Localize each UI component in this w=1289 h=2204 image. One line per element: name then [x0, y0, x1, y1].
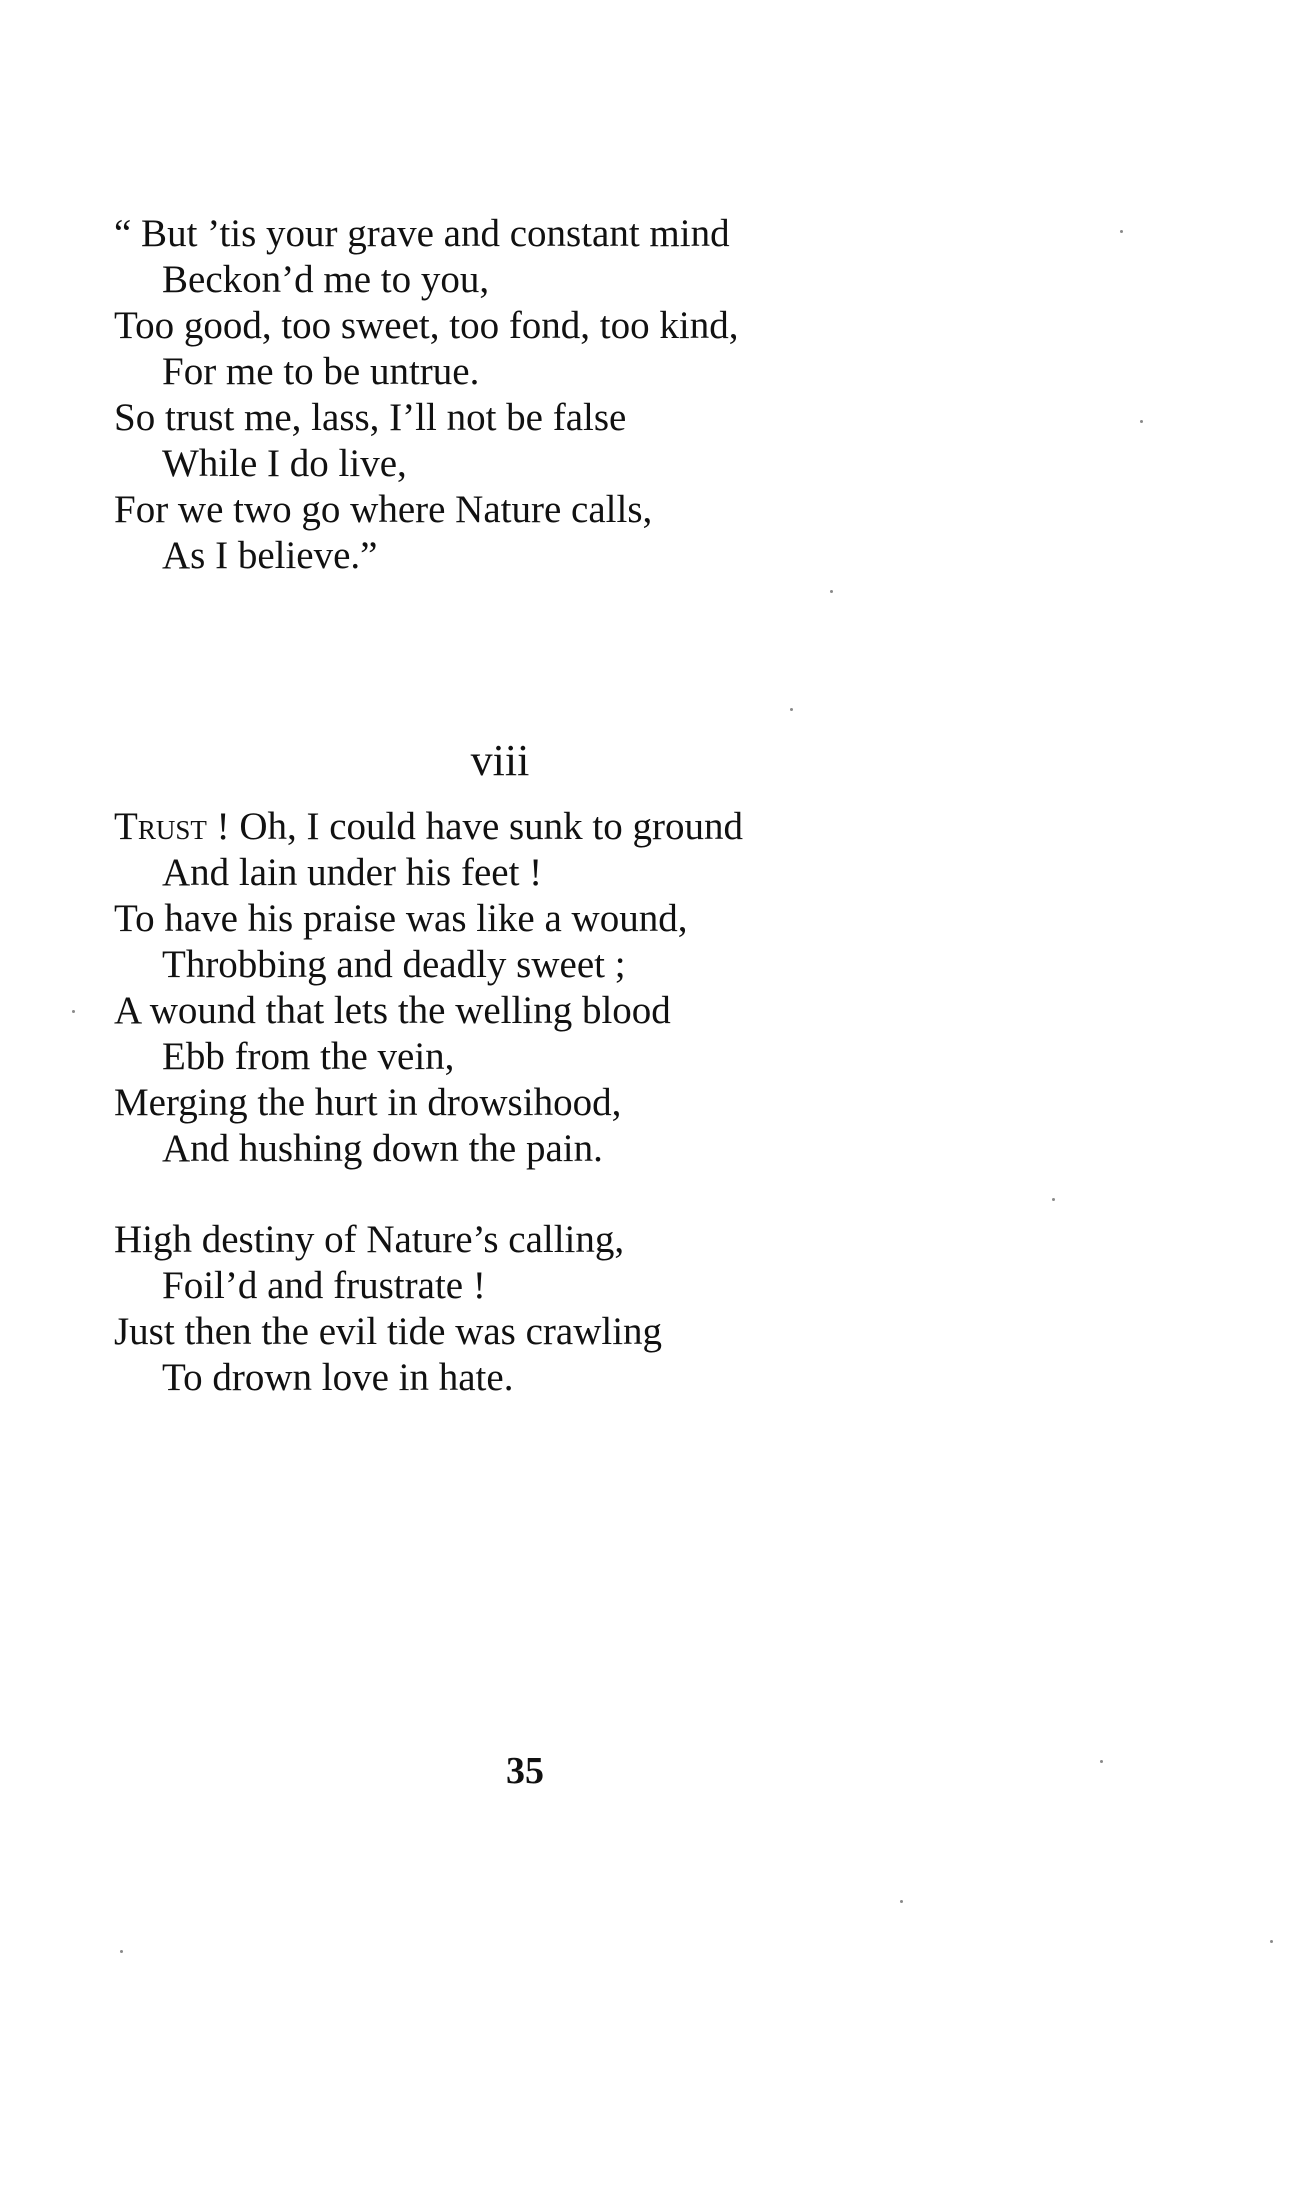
paper-speck: [790, 708, 793, 711]
stanza-1: [114, 211, 1114, 579]
stanza-3: [114, 1217, 1114, 1401]
poem-line: Merging the hurt in drowsihood,: [114, 1081, 622, 1124]
poem-line: Too good, too sweet, too fond, too kind,: [114, 304, 739, 347]
paper-speck: [1120, 230, 1123, 233]
poem-line: To drown love in hate.: [162, 1356, 514, 1399]
poem-line: Foil’d and frustrate !: [162, 1264, 486, 1307]
paper-speck: [1100, 1760, 1103, 1763]
poem-line: And hushing down the pain.: [162, 1127, 603, 1170]
poem-line: Ebb from the vein,: [162, 1035, 455, 1078]
poem-line: For me to be untrue.: [162, 350, 480, 393]
page-number: 35: [506, 1750, 544, 1792]
poem-line: For we two go where Nature calls,: [114, 488, 653, 531]
paper-speck: [1052, 1198, 1055, 1201]
paper-speck: [830, 590, 833, 593]
poem-line: Throbbing and deadly sweet ;: [162, 943, 626, 986]
poem-line: While I do live,: [162, 442, 407, 485]
paper-speck: [1140, 420, 1143, 423]
lead-word: Trust: [114, 805, 207, 848]
paper-speck: [900, 1900, 903, 1903]
section-heading: viii: [470, 736, 530, 785]
paper-speck: [72, 1010, 75, 1013]
poem-line: “ But ’tis your grave and constant mind: [114, 212, 730, 255]
poem-line: As I believe.”: [162, 534, 378, 577]
poem-line: Just then the evil tide was crawling: [114, 1310, 663, 1353]
paper-speck: [120, 1950, 123, 1953]
poem-line: To have his praise was like a wound,: [114, 897, 688, 940]
paper-speck: [1270, 1940, 1273, 1943]
poem-line: Beckon’d me to you,: [162, 258, 490, 301]
poem-line: [114, 804, 1114, 850]
poem-line: And lain under his feet !: [162, 851, 543, 894]
poem-line: A wound that lets the welling blood: [114, 989, 671, 1032]
first-line-rest: ! Oh, I could have sunk to ground: [206, 805, 743, 848]
poem-line: High destiny of Nature’s calling,: [114, 1218, 625, 1261]
poem-line: So trust me, lass, I’ll not be false: [114, 396, 627, 439]
stanza-2: [114, 804, 1114, 1172]
